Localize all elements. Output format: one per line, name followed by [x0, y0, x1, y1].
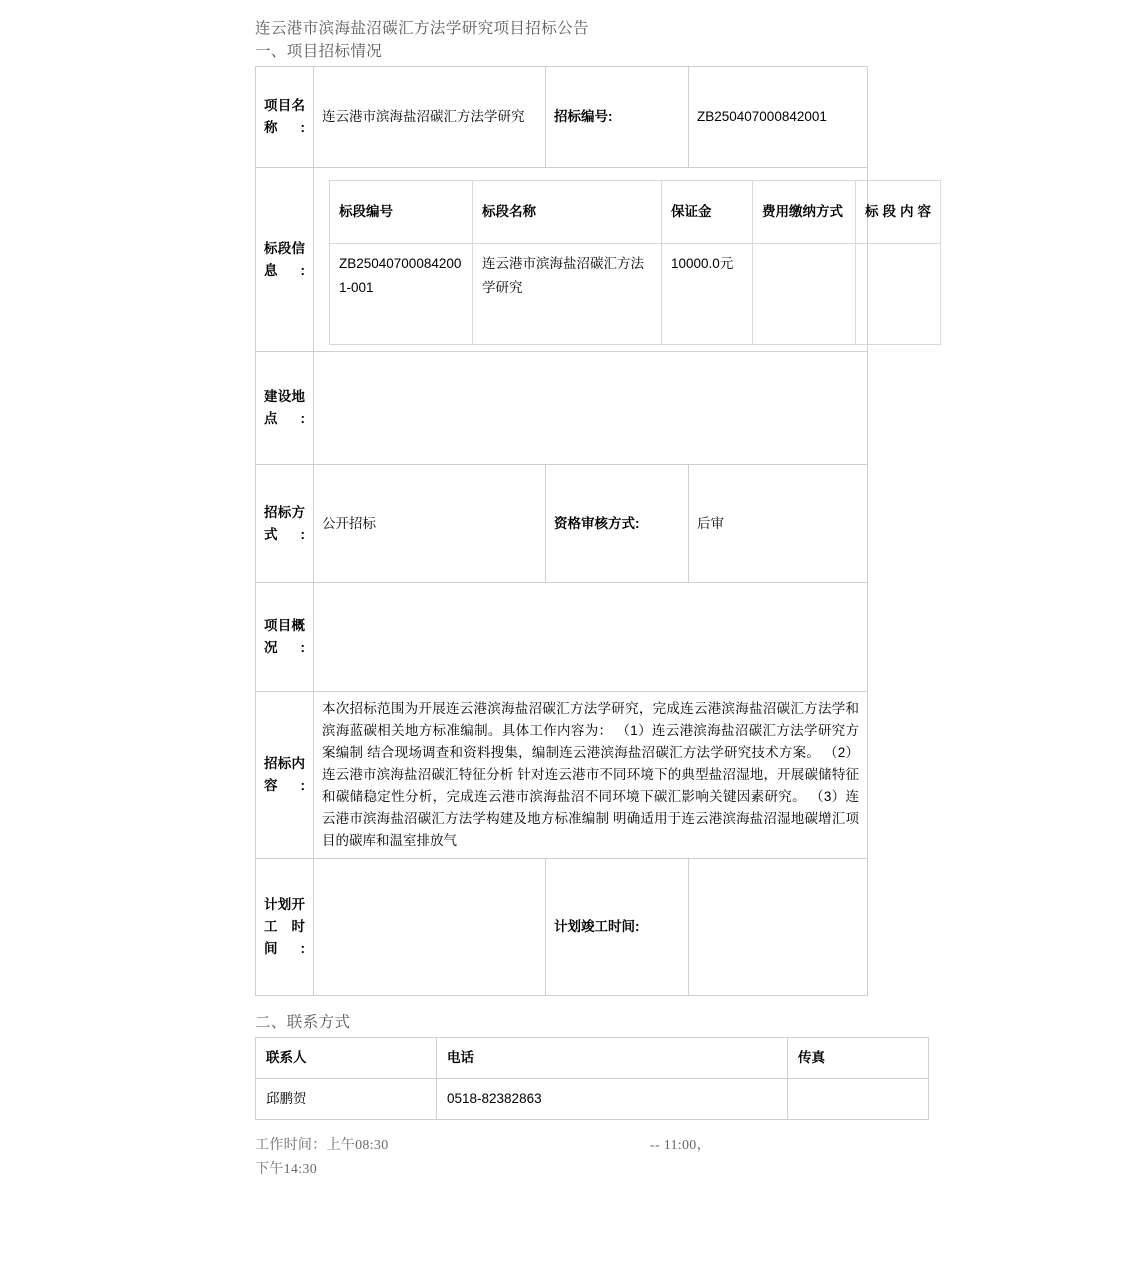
tender-content-value: 本次招标范围为开展连云港滨海盐沼碳汇方法学研究，完成连云港滨海盐沼碳汇方法学和滨海蓝碳相关地方标准编制。具体工作内容为： （1）连云港滨海盐沼碳汇方法学研究方案编制 结合现场调查和资料搜集，编制连云港滨海盐沼碳汇方法学研究技术方案。 （2）连云港市滨海盐沼碳汇特征分析 针对连云港市不同环境下的典型盐沼湿地，开展碳储特征和碳储稳定性分析，完成连云港市滨海盐沼不同环境下碳汇影响关键因素研究。 （3）连云港市滨海盐沼碳汇方法学构建及地方标准编制 明确适用于连云港滨海盐沼湿地碳增汇项目的碳库和温室排放气 — [314, 692, 868, 859]
lot-info-cell — [314, 168, 931, 352]
project-name-value: 连云港市滨海盐沼碳汇方法学研究 — [314, 67, 546, 168]
tender-method-value: 公开招标 — [314, 465, 546, 583]
contact-col-fax: 传真 — [788, 1038, 929, 1079]
lot-info-label — [256, 168, 314, 352]
table-row-lot-info — [256, 168, 868, 352]
working-hours — [255, 1134, 867, 1182]
section-heading-tender-info: 一、项目招标情况 — [255, 43, 383, 60]
contact-header-row — [256, 1038, 929, 1079]
lot-col-content — [856, 181, 941, 244]
lot-info-label-text: 标段信息: — [264, 240, 305, 278]
document-content — [255, 18, 931, 1182]
project-name-label-text: 项目名称: — [264, 98, 305, 135]
page-title: 连云港市滨海盐沼碳汇方法学研究项目招标公告 — [255, 20, 589, 37]
site-label — [256, 352, 314, 465]
overview-value — [314, 583, 868, 692]
tender-content-label — [256, 692, 314, 859]
lot-no-value: ZB250407000842001-001 — [330, 244, 473, 345]
tender-info-table — [255, 66, 931, 996]
lot-table — [329, 180, 941, 345]
tender-method-label — [256, 465, 314, 583]
section-heading-contact: 二、联系方式 — [255, 1014, 351, 1031]
lot-col-deposit: 保证金 — [662, 181, 753, 244]
lot-col-content-text: 标段内容 — [865, 204, 931, 219]
working-hours-line-2: 下午14:30 — [255, 1162, 317, 1177]
qualification-label: 资格审核方式: — [546, 465, 689, 583]
contact-table — [255, 1037, 929, 1120]
contact-col-phone: 电话 — [437, 1038, 788, 1079]
table-row-overview — [256, 583, 868, 692]
working-hours-morning-end: -- 11:00， — [650, 1138, 711, 1153]
contact-phone-value: 0518-82382863 — [437, 1079, 788, 1120]
qualification-value: 后审 — [689, 465, 868, 583]
tender-no-label: 招标编号: — [546, 67, 689, 168]
contact-person-value: 邱鹏贺 — [256, 1079, 437, 1120]
lot-col-no: 标段编号 — [330, 181, 473, 244]
tender-no-value: ZB250407000842001 — [689, 67, 868, 168]
contact-table-row — [256, 1079, 929, 1120]
site-label-text: 建设地点: — [264, 389, 305, 426]
table-row-schedule — [256, 859, 868, 996]
start-time-label — [256, 859, 314, 996]
finish-time-label: 计划竣工时间: — [546, 859, 689, 996]
start-time-value — [314, 859, 546, 996]
lot-content-value — [856, 244, 941, 345]
overview-label — [256, 583, 314, 692]
start-time-label-text: 计划开工时间: — [264, 897, 305, 956]
table-row-tender-method — [256, 465, 868, 583]
contact-fax-value — [788, 1079, 929, 1120]
table-row-site — [256, 352, 868, 465]
lot-payment-value — [753, 244, 856, 345]
table-row-tender-content — [256, 692, 868, 859]
lot-col-payment: 费用缴纳方式 — [753, 181, 856, 244]
tender-method-label-text: 招标方式: — [264, 504, 305, 542]
working-hours-prefix: 工作时间：上午08:30 — [255, 1138, 389, 1153]
finish-time-value — [689, 859, 868, 996]
contact-col-person: 联系人 — [256, 1038, 437, 1079]
lot-name-value: 连云港市滨海盐沼碳汇方法学研究 — [473, 244, 662, 345]
overview-label-text: 项目概况: — [264, 618, 305, 655]
lot-col-name: 标段名称 — [473, 181, 662, 244]
lot-table-row — [330, 244, 941, 345]
table-row-project-name — [256, 67, 868, 168]
working-hours-line-1 — [255, 1134, 867, 1158]
tender-content-label-text: 招标内容: — [264, 756, 305, 793]
lot-deposit-value: 10000.0元 — [662, 244, 753, 345]
project-name-label — [256, 67, 314, 168]
site-value — [314, 352, 868, 465]
lot-table-header-row — [330, 181, 941, 244]
